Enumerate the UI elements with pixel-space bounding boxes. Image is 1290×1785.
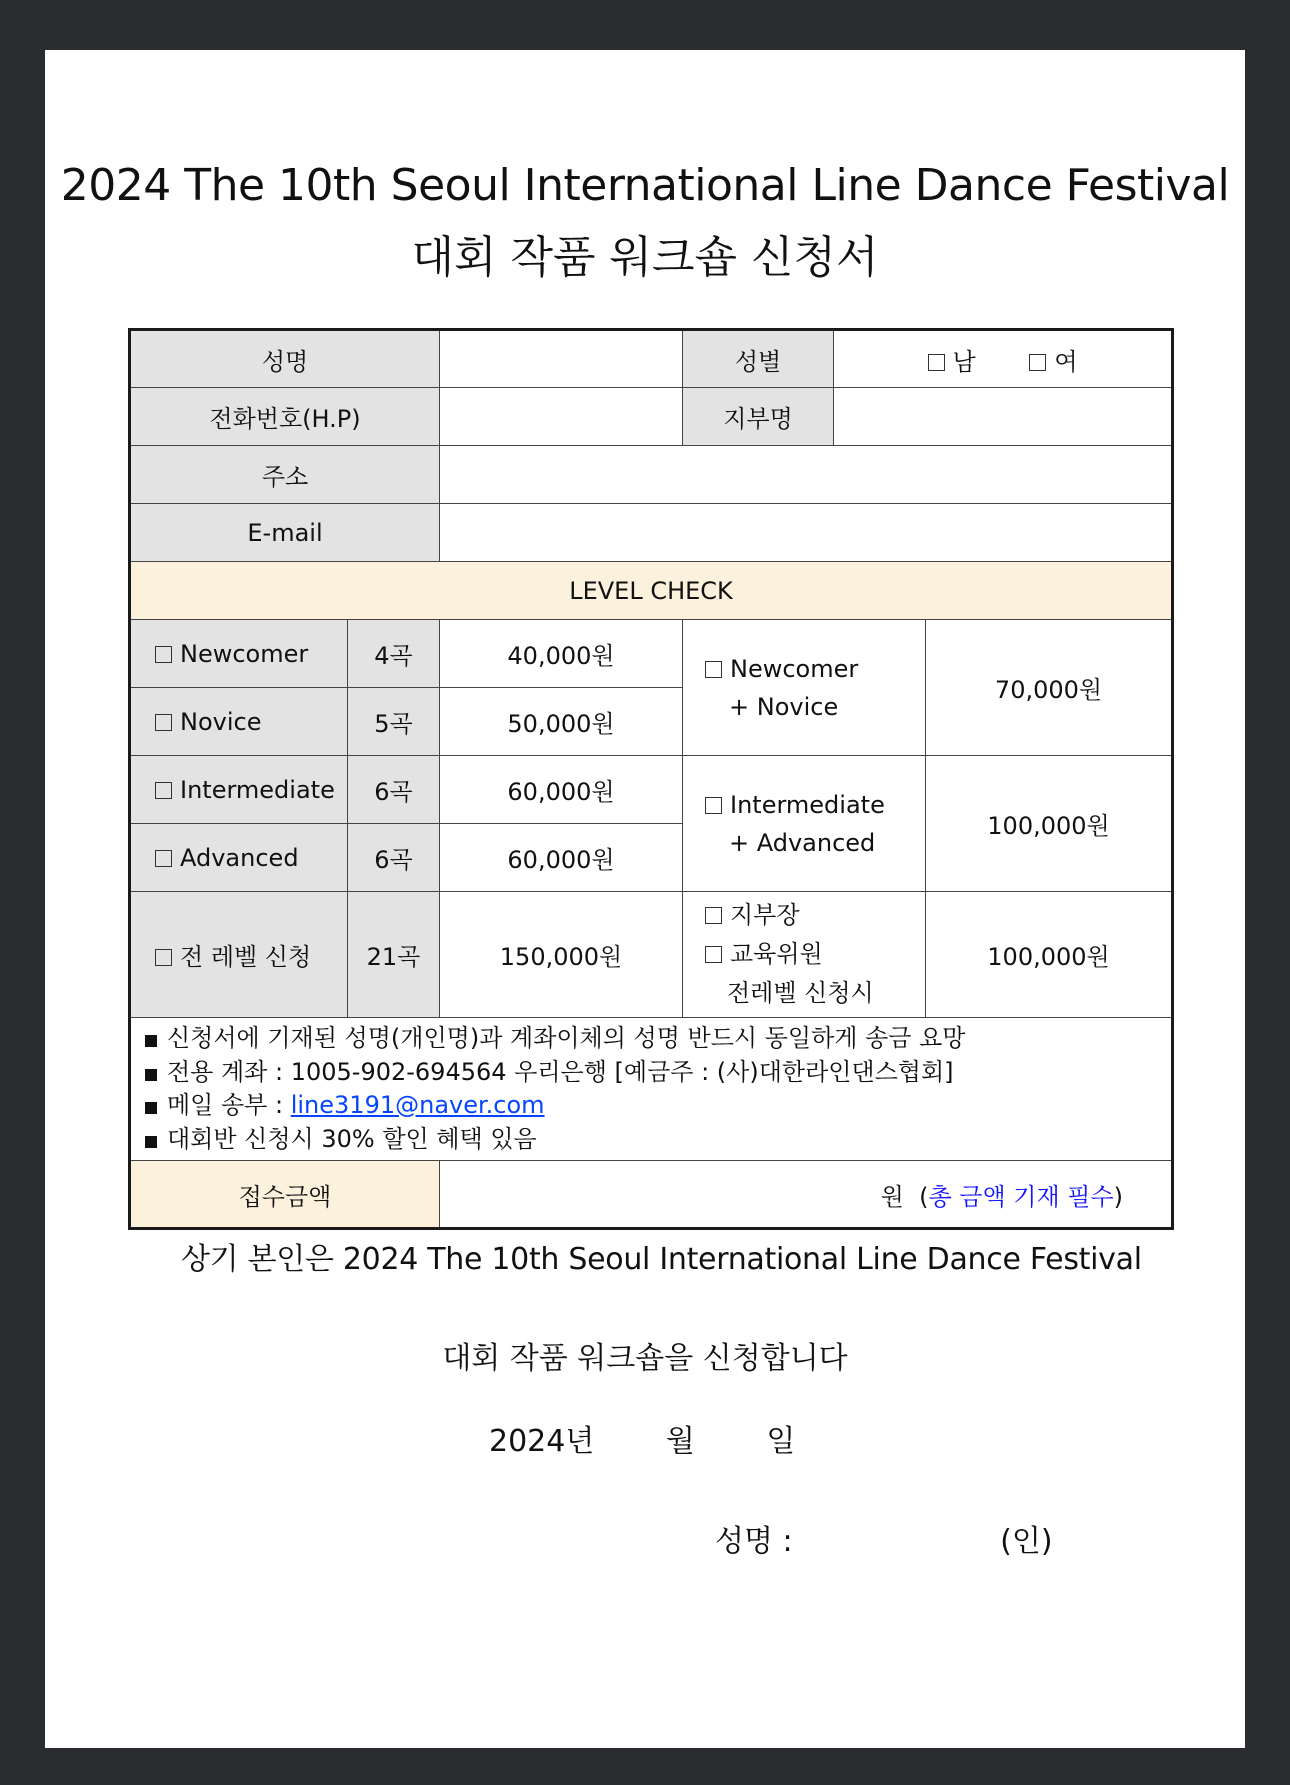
level-option-all[interactable]: 전 레벨 신청 [130,892,348,1018]
checkbox-icon[interactable] [705,797,722,814]
email-link[interactable]: line3191@naver.com [290,1091,545,1119]
combo-price: 100,000원 [926,756,1173,892]
level-row [130,892,1173,1018]
note-item: 메일 송부 : line3191@naver.com [145,1089,1157,1123]
form-title-korean: 대회 작품 워크숍 신청서 [411,232,879,283]
signature-line [715,1516,1053,1560]
declaration-line1: 상기 본인은 2024 The 10th Seoul International Line Dance Festival [181,1242,1142,1277]
bullet-square-icon [145,1035,157,1047]
level-price: 60,000원 [440,756,683,824]
gender-label: 성별 [683,330,834,388]
level-songs: 6곡 [348,824,440,892]
level-songs: 21곡 [348,892,440,1018]
level-option-advanced[interactable]: Advanced [130,824,348,892]
level-option-novice[interactable]: Novice [130,688,348,756]
note-item: 신청서에 기재된 성명(개인명)과 계좌이체의 성명 반드시 동일하게 송금 요망 [145,1022,1157,1056]
address-label: 주소 [130,446,440,504]
level-songs: 6곡 [348,756,440,824]
date-year: 2024년 [489,1424,595,1459]
checkbox-icon[interactable] [928,354,945,371]
signature-name-label: 성명 : [715,1524,793,1559]
phone-label: 전화번호(H.P) [130,388,440,446]
receipt-row [130,1161,1173,1229]
declaration-date [489,1416,795,1460]
level-check-header: LEVEL CHECK [130,562,1173,620]
level-price: 60,000원 [440,824,683,892]
level-songs: 4곡 [348,620,440,688]
combo-option-education-committee[interactable]: 교육위원 [705,935,925,974]
level-row [130,620,1173,688]
branch-field[interactable] [834,388,1173,446]
receipt-amount-field[interactable]: 원 (총 금액 기재 필수) [440,1161,1173,1229]
email-label: E-mail [130,504,440,562]
phone-row [130,388,1173,446]
email-field[interactable] [440,504,1173,562]
notes-row [130,1018,1173,1161]
receipt-note: 총 금액 기재 필수 [928,1182,1114,1211]
combo-option-branch-leaders: 지부장 교육위원 전레벨 신청시 [683,892,926,1018]
combo-option-newcomer-novice[interactable]: Newcomer + Novice [683,620,926,756]
combo-price: 100,000원 [926,892,1173,1018]
level-price: 150,000원 [440,892,683,1018]
note-item: 전용 계좌 : 1005-902-694564 우리은행 [예금주 : (사)대한라인댄스협회] [145,1056,1157,1090]
note-item: 대회반 신청시 30% 할인 혜택 있음 [145,1123,1157,1157]
address-field[interactable] [440,446,1173,504]
receipt-label: 접수금액 [130,1161,440,1229]
checkbox-icon[interactable] [155,714,172,731]
address-row [130,446,1173,504]
bullet-square-icon [145,1069,157,1081]
combo-option-intermediate-advanced[interactable]: Intermediate + Advanced [683,756,926,892]
gender-female-option[interactable]: 여 [1029,348,1077,376]
bullet-square-icon [145,1102,157,1114]
bullet-square-icon [145,1136,157,1148]
combo-price: 70,000원 [926,620,1173,756]
gender-male-option[interactable]: 남 [928,348,976,376]
checkbox-icon[interactable] [705,907,722,924]
checkbox-icon[interactable] [1029,354,1046,371]
level-price: 50,000원 [440,688,683,756]
checkbox-icon[interactable] [155,782,172,799]
level-check-header-row [130,562,1173,620]
checkbox-icon[interactable] [155,850,172,867]
checkbox-icon[interactable] [155,949,172,966]
name-label: 성명 [130,330,440,388]
gender-options [834,330,1173,388]
declaration-line2: 대회 작품 워크숍을 신청합니다 [442,1341,848,1376]
level-songs: 5곡 [348,688,440,756]
level-row [130,756,1173,824]
level-option-intermediate[interactable]: Intermediate [130,756,348,824]
signature-seal: (인) [1000,1524,1053,1559]
combo-option-branch-head[interactable]: 지부장 [705,896,925,935]
email-row [130,504,1173,562]
level-price: 40,000원 [440,620,683,688]
name-field[interactable] [440,330,683,388]
branch-label: 지부명 [683,388,834,446]
phone-field[interactable] [440,388,683,446]
form-title-english: 2024 The 10th Seoul International Line Dance Festival [60,160,1230,211]
date-month: 월 [665,1424,695,1459]
checkbox-icon[interactable] [155,646,172,663]
notes-block [130,1018,1173,1161]
date-day: 일 [766,1424,796,1459]
checkbox-icon[interactable] [705,661,722,678]
level-option-newcomer[interactable]: Newcomer [130,620,348,688]
application-form-page [45,50,1245,1748]
checkbox-icon[interactable] [705,946,722,963]
name-row [130,330,1173,388]
application-table [128,328,1174,1230]
